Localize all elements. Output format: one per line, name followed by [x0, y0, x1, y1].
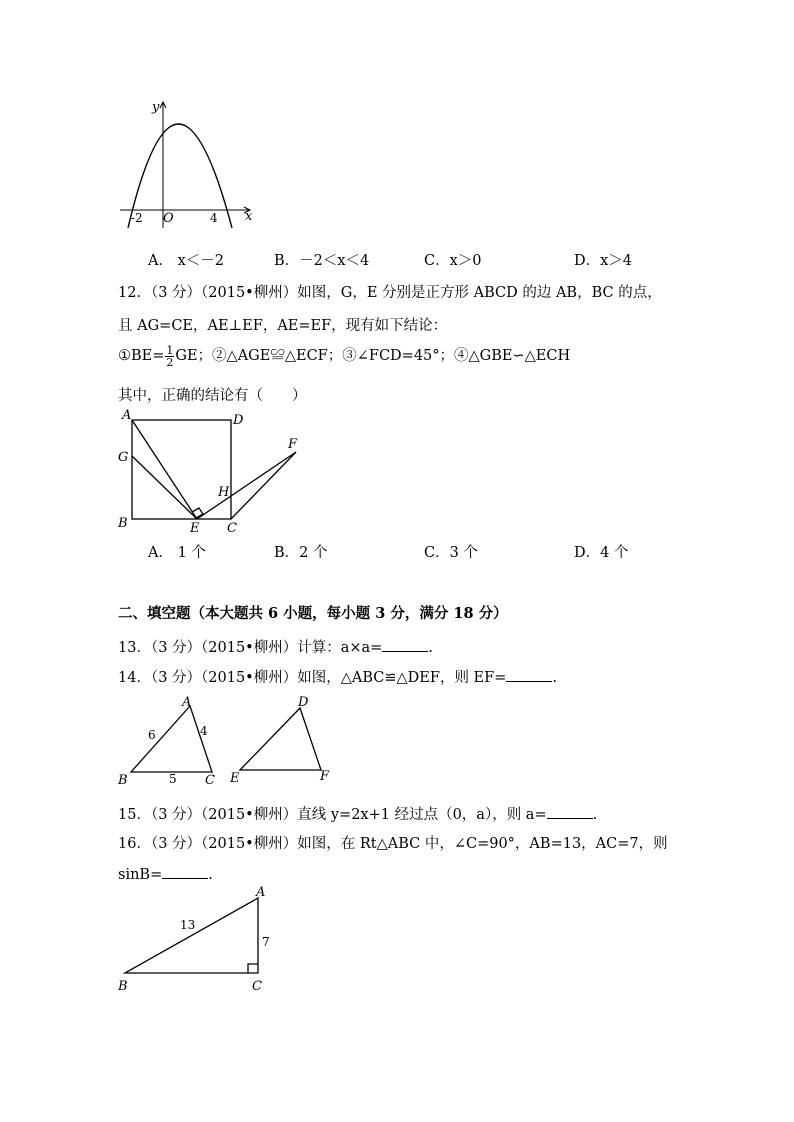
tick-neg2: -2 — [131, 211, 143, 225]
label-e: E — [190, 521, 200, 536]
q12-option-c[interactable]: C．3 个 — [424, 545, 478, 561]
fraction-one-half — [165, 345, 174, 368]
label-c: C — [227, 521, 237, 536]
rt-side-ac: 7 — [262, 935, 270, 949]
tri1-side-ab: 6 — [148, 728, 156, 742]
q12-question: 其中，正确的结论有（ ） — [118, 388, 307, 404]
rt-label-b: B — [118, 979, 128, 994]
parabola-curve — [128, 124, 232, 228]
label-f: F — [288, 437, 298, 452]
right-angle-mark — [192, 508, 203, 518]
tri2-label-d: D — [298, 695, 309, 710]
y-axis-arrow — [160, 102, 166, 108]
tick-4: 4 — [210, 211, 218, 225]
rt-label-a: A — [256, 885, 266, 900]
tri1-side-ac: 4 — [200, 724, 208, 738]
q13-end: . — [428, 640, 433, 656]
q12-option-b[interactable]: B．2 个 — [274, 545, 328, 561]
triangle-abc-right — [125, 898, 258, 973]
section-heading: 二、填空题（本大题共 6 小题，每小题 3 分，满分 18 分） — [118, 605, 508, 622]
tri1-label-c: C — [205, 773, 215, 788]
origin-label: O — [163, 211, 174, 226]
q13 — [118, 636, 433, 657]
q11-option-d[interactable]: D．x＞4 — [574, 253, 633, 269]
tri1-label-b: B — [118, 773, 128, 788]
q14 — [118, 666, 557, 687]
q11-option-b[interactable]: B．－2＜x＜4 — [274, 253, 370, 269]
q16-answer-blank[interactable] — [162, 864, 208, 879]
q15-end: . — [592, 807, 598, 823]
segment-cf — [231, 452, 296, 519]
triangles-figure — [131, 706, 321, 772]
triangle-def — [240, 708, 321, 770]
q16-line1: 16．（3 分）（2015•柳州）如图，在 Rt△ABC 中，∠C=90°，AB=13，AC=7，则 — [118, 836, 668, 852]
q14-end: . — [552, 670, 557, 686]
y-axis-label: y — [152, 100, 160, 115]
q12-conclusions — [118, 344, 570, 368]
right-angle-c — [248, 964, 258, 973]
segment-ge — [132, 456, 197, 519]
q13-text: 13．（3 分）（2015•柳州）计算：a×a= — [118, 640, 383, 656]
q16-end: . — [208, 867, 213, 883]
q15-answer-blank[interactable] — [547, 804, 593, 819]
x-axis-arrow — [244, 207, 250, 213]
fraction-denominator: 2 — [166, 355, 174, 369]
tri2-label-e: E — [230, 771, 240, 786]
rt-label-c: C — [252, 979, 262, 994]
q14-answer-blank[interactable] — [506, 667, 552, 682]
label-d: D — [233, 413, 244, 428]
q12-conclusion-1-prefix: ①BE= — [118, 348, 165, 364]
q15-text: 15．（3 分）（2015•柳州）直线 y=2x+1 经过点（0，a），则 a= — [118, 807, 547, 823]
tri2-label-f: F — [320, 769, 330, 784]
q12-line1: 12．（3 分）（2015•柳州）如图，G，E 分别是正方形 ABCD 的边 AB，BC 的点， — [118, 285, 662, 301]
q15 — [118, 803, 597, 824]
q16-text: sinB= — [118, 867, 163, 883]
q13-answer-blank[interactable] — [382, 637, 428, 652]
label-b: B — [118, 516, 128, 531]
tri1-label-a: A — [182, 695, 192, 710]
q11-option-c[interactable]: C．x＞0 — [424, 253, 482, 269]
q12-option-a[interactable]: A． 1 个 — [148, 545, 206, 561]
label-a: A — [122, 408, 132, 423]
segment-ef — [197, 452, 296, 519]
segment-ae — [132, 420, 197, 519]
q11-option-a[interactable]: A． x＜－2 — [148, 253, 224, 269]
q16-line2 — [118, 864, 213, 883]
rt-side-ab: 13 — [180, 918, 196, 932]
axes — [120, 102, 250, 228]
tri1-side-bc: 5 — [169, 772, 177, 786]
x-axis-label: x — [245, 209, 253, 224]
label-g: G — [118, 450, 129, 465]
q12-line2: 且 AG=CE，AE⊥EF，AE=EF，现有如下结论： — [118, 318, 448, 334]
q12-option-d[interactable]: D．4 个 — [574, 545, 629, 561]
triangle-abc — [131, 706, 212, 772]
right-triangle-figure — [125, 898, 258, 973]
q14-text: 14．（3 分）（2015•柳州）如图，△ABC≌△DEF，则 EF= — [118, 670, 507, 686]
fraction-numerator: 1 — [166, 343, 174, 357]
square-figure — [132, 420, 296, 519]
square-abcd — [132, 420, 231, 519]
label-h: H — [218, 485, 230, 500]
q12-conclusion-rest: GE；②△AGE≌△ECF；③∠FCD=45°；④△GBE∽△ECH — [175, 348, 571, 364]
